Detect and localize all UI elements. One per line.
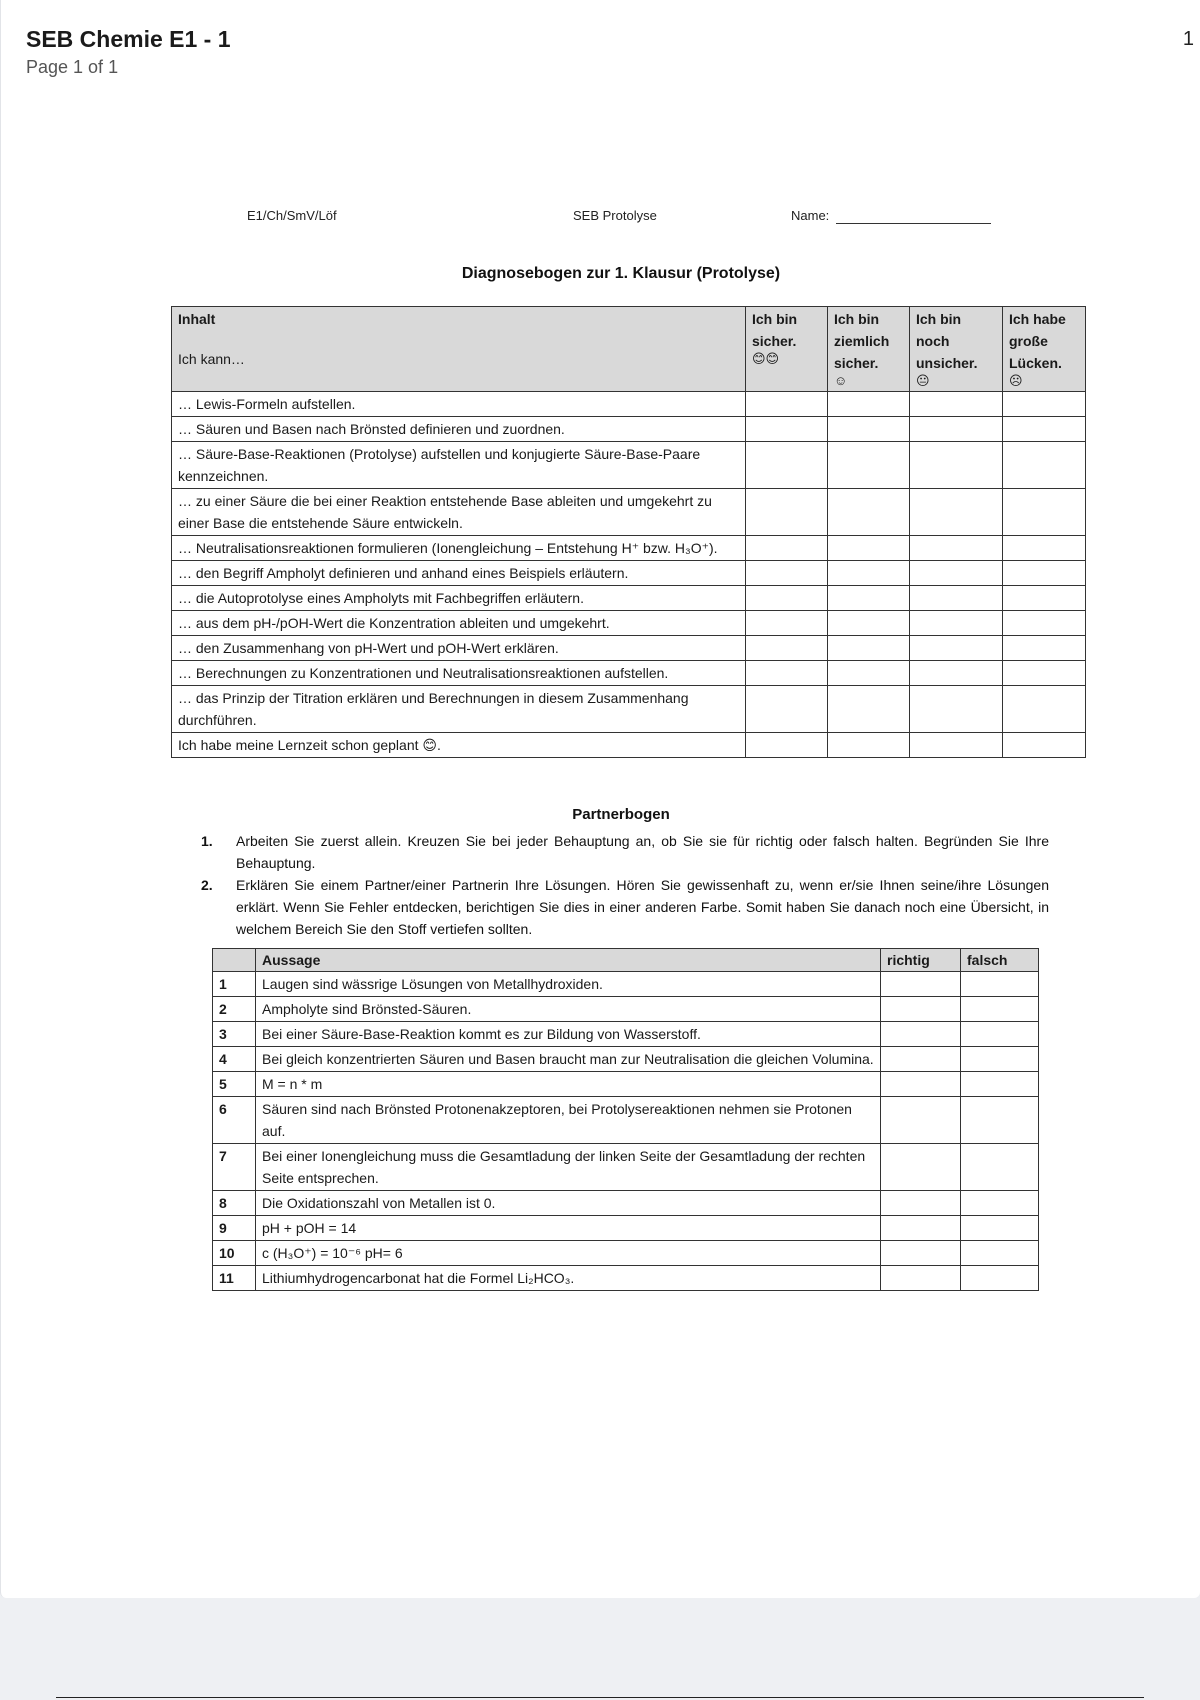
statement-text: Säuren sind nach Brönsted Protonenakzeptoren, bei Protolysereaktionen nehmen sie Protonen auf. xyxy=(256,1097,881,1144)
check-cell-richtig[interactable] xyxy=(881,997,961,1022)
statement-number: 7 xyxy=(213,1144,256,1191)
statement-text: Bei einer Säure-Base-Reaktion kommt es zur Bildung von Wasserstoff. xyxy=(256,1022,881,1047)
statement-row xyxy=(213,1191,1039,1216)
neutral-face-icon: 😐 xyxy=(916,373,930,388)
check-cell-richtig[interactable] xyxy=(881,1047,961,1072)
check-cell-luecken[interactable] xyxy=(1003,661,1086,686)
sad-face-icon: ☹ xyxy=(1009,373,1023,388)
check-cell-luecken[interactable] xyxy=(1003,636,1086,661)
check-cell-sicher[interactable] xyxy=(746,686,828,733)
instruction-item xyxy=(201,830,1049,874)
check-cell-richtig[interactable] xyxy=(881,1144,961,1191)
statement-text: Bei gleich konzentrierten Säuren und Basen braucht man zur Neutralisation die gleichen Volumina. xyxy=(256,1047,881,1072)
statement-row xyxy=(213,1216,1039,1241)
check-cell-ziemlich[interactable] xyxy=(828,417,910,442)
statement-text: Lithiumhydrogencarbonat hat die Formel Li₂HCO₃. xyxy=(256,1266,881,1291)
check-cell-luecken[interactable] xyxy=(1003,611,1086,636)
check-cell-falsch[interactable] xyxy=(961,1216,1039,1241)
level-label: Ich bin sicher. xyxy=(752,311,798,349)
statement-number: 1 xyxy=(213,972,256,997)
skill-text: Ich habe meine Lernzeit schon geplant 😊. xyxy=(172,733,746,758)
check-cell-ziemlich[interactable] xyxy=(828,586,910,611)
document-title: SEB Chemie E1 - 1 xyxy=(26,26,231,52)
diagnose-row xyxy=(172,489,1086,536)
diagnose-row xyxy=(172,636,1086,661)
instruction-text: Erklären Sie einem Partner/einer Partnerin Ihre Lösungen. Hören Sie gewissenhaft zu, wenn er/sie Ihnen seine/ihre Lösungen erklärt. Wenn Sie Fehler entdecken, berichtigen Sie dies in einer anderen Farbe. Somit haben Sie danach noch eine Übersicht, in welchem Bereich Sie den Stoff vertiefen sollten. xyxy=(236,877,1049,937)
check-cell-luecken[interactable] xyxy=(1003,442,1086,489)
check-cell-sicher[interactable] xyxy=(746,392,828,417)
level-header-2 xyxy=(828,307,910,392)
partner-header-row xyxy=(213,949,1039,972)
check-cell-richtig[interactable] xyxy=(881,1216,961,1241)
check-cell-unsicher[interactable] xyxy=(910,661,1003,686)
diagnose-row xyxy=(172,733,1086,758)
check-cell-falsch[interactable] xyxy=(961,1097,1039,1144)
check-cell-luecken[interactable] xyxy=(1003,489,1086,536)
level-header-1 xyxy=(746,307,828,392)
check-cell-richtig[interactable] xyxy=(881,1191,961,1216)
skill-text: … Neutralisationsreaktionen formulieren (Ionengleichung – Entstehung H⁺ bzw. H₃O⁺). xyxy=(172,536,746,561)
check-cell-sicher[interactable] xyxy=(746,661,828,686)
check-cell-richtig[interactable] xyxy=(881,1072,961,1097)
diagnose-row xyxy=(172,417,1086,442)
check-cell-richtig[interactable] xyxy=(881,972,961,997)
check-cell-luecken[interactable] xyxy=(1003,536,1086,561)
footer-divider xyxy=(56,1697,1144,1698)
course-code: E1/Ch/SmV/Löf xyxy=(247,208,337,223)
statement-text: pH + pOH = 14 xyxy=(256,1216,881,1241)
smile-icon: ☺ xyxy=(834,373,848,388)
diagnose-row xyxy=(172,392,1086,417)
check-cell-luecken[interactable] xyxy=(1003,417,1086,442)
diagnose-row xyxy=(172,561,1086,586)
check-cell-unsicher[interactable] xyxy=(910,417,1003,442)
header-falsch: falsch xyxy=(961,949,1039,972)
statement-number: 10 xyxy=(213,1241,256,1266)
instruction-text: Arbeiten Sie zuerst allein. Kreuzen Sie bei jeder Behauptung an, ob Sie sie für richtig oder falsch halten. Begründen Sie Ihre Behauptung. xyxy=(236,833,1049,871)
partner-instructions xyxy=(201,830,1049,940)
statement-text: c (H₃O⁺) = 10⁻⁶ pH= 6 xyxy=(256,1241,881,1266)
check-cell-sicher[interactable] xyxy=(746,611,828,636)
check-cell-unsicher[interactable] xyxy=(910,442,1003,489)
diagnose-header-row xyxy=(172,307,1086,392)
diagnose-row xyxy=(172,686,1086,733)
diagnose-row xyxy=(172,586,1086,611)
skill-text: … den Zusammenhang von pH-Wert und pOH-Wert erklären. xyxy=(172,636,746,661)
check-cell-falsch[interactable] xyxy=(961,1022,1039,1047)
page-number: 1 xyxy=(1182,28,1194,50)
check-cell-luecken[interactable] xyxy=(1003,686,1086,733)
check-cell-sicher[interactable] xyxy=(746,586,828,611)
statement-number: 8 xyxy=(213,1191,256,1216)
check-cell-falsch[interactable] xyxy=(961,1047,1039,1072)
skill-text: … das Prinzip der Titration erklären und Berechnungen in diesem Zusammenhang durchführen. xyxy=(172,686,746,733)
check-cell-ziemlich[interactable] xyxy=(828,733,910,758)
diagnose-table xyxy=(171,306,1086,758)
statement-number: 2 xyxy=(213,997,256,1022)
level-header-3 xyxy=(910,307,1003,392)
header-aussage: Aussage xyxy=(256,949,881,972)
statement-number: 4 xyxy=(213,1047,256,1072)
check-cell-sicher[interactable] xyxy=(746,442,828,489)
check-cell-falsch[interactable] xyxy=(961,1191,1039,1216)
check-cell-richtig[interactable] xyxy=(881,1241,961,1266)
partner-title: Partnerbogen xyxy=(572,806,670,823)
check-cell-falsch[interactable] xyxy=(961,997,1039,1022)
statement-number: 11 xyxy=(213,1266,256,1291)
statement-row xyxy=(213,1047,1039,1072)
skill-text: … Säuren und Basen nach Brönsted definieren und zuordnen. xyxy=(172,417,746,442)
double-smile-icon: 😊😊 xyxy=(752,351,780,366)
check-cell-sicher[interactable] xyxy=(746,561,828,586)
check-cell-unsicher[interactable] xyxy=(910,489,1003,536)
check-cell-richtig[interactable] xyxy=(881,1266,961,1291)
skill-text: … Lewis-Formeln aufstellen. xyxy=(172,392,746,417)
diagnose-row xyxy=(172,442,1086,489)
statement-text: Bei einer Ionengleichung muss die Gesamtladung der linken Seite der Gesamtladung der rechten Seite entsprechen. xyxy=(256,1144,881,1191)
statement-number: 9 xyxy=(213,1216,256,1241)
statement-row xyxy=(213,1072,1039,1097)
check-cell-falsch[interactable] xyxy=(961,1241,1039,1266)
diagnose-row xyxy=(172,536,1086,561)
check-cell-luecken[interactable] xyxy=(1003,586,1086,611)
skill-text: … Säure-Base-Reaktionen (Protolyse) aufstellen und konjugierte Säure-Base-Paare kennzeichnen. xyxy=(172,442,746,489)
check-cell-sicher[interactable] xyxy=(746,636,828,661)
check-cell-ziemlich[interactable] xyxy=(828,686,910,733)
check-cell-unsicher[interactable] xyxy=(910,536,1003,561)
header-ich-kann: Ich kann… xyxy=(178,351,245,367)
level-label: Ich habe große Lücken. xyxy=(1009,311,1066,371)
diagnose-row xyxy=(172,661,1086,686)
check-cell-unsicher[interactable] xyxy=(910,586,1003,611)
check-cell-ziemlich[interactable] xyxy=(828,442,910,489)
statement-number: 5 xyxy=(213,1072,256,1097)
skill-text: … Berechnungen zu Konzentrationen und Neutralisationsreaktionen aufstellen. xyxy=(172,661,746,686)
check-cell-richtig[interactable] xyxy=(881,1097,961,1144)
check-cell-unsicher[interactable] xyxy=(910,636,1003,661)
check-cell-falsch[interactable] xyxy=(961,1072,1039,1097)
check-cell-unsicher[interactable] xyxy=(910,561,1003,586)
diagnose-title: Diagnosebogen zur 1. Klausur (Protolyse) xyxy=(461,265,781,282)
check-cell-ziemlich[interactable] xyxy=(828,661,910,686)
level-header-4 xyxy=(1003,307,1086,392)
statement-row xyxy=(213,1266,1039,1291)
statement-text: M = n * m xyxy=(256,1072,881,1097)
check-cell-ziemlich[interactable] xyxy=(828,536,910,561)
header-richtig: richtig xyxy=(881,949,961,972)
level-label: Ich bin noch unsicher. xyxy=(916,311,978,371)
statement-text: Die Oxidationszahl von Metallen ist 0. xyxy=(256,1191,881,1216)
diagnose-row xyxy=(172,611,1086,636)
statement-number: 3 xyxy=(213,1022,256,1047)
check-cell-falsch[interactable] xyxy=(961,972,1039,997)
check-cell-falsch[interactable] xyxy=(961,1144,1039,1191)
check-cell-ziemlich[interactable] xyxy=(828,611,910,636)
statement-row xyxy=(213,997,1039,1022)
statement-text: Ampholyte sind Brönsted-Säuren. xyxy=(256,997,881,1022)
skill-text: … den Begriff Ampholyt definieren und anhand eines Beispiels erläutern. xyxy=(172,561,746,586)
instruction-number: 1. xyxy=(201,833,213,849)
check-cell-unsicher[interactable] xyxy=(910,392,1003,417)
check-cell-richtig[interactable] xyxy=(881,1022,961,1047)
name-label: Name: xyxy=(791,208,830,223)
instruction-item xyxy=(201,874,1049,940)
check-cell-sicher[interactable] xyxy=(746,417,828,442)
check-cell-sicher[interactable] xyxy=(746,536,828,561)
check-cell-unsicher[interactable] xyxy=(910,686,1003,733)
check-cell-unsicher[interactable] xyxy=(910,733,1003,758)
statement-number: 6 xyxy=(213,1097,256,1144)
page-count: Page 1 of 1 xyxy=(26,57,119,77)
check-cell-luecken[interactable] xyxy=(1003,392,1086,417)
statement-row xyxy=(213,1022,1039,1047)
check-cell-ziemlich[interactable] xyxy=(828,636,910,661)
instruction-number: 2. xyxy=(201,877,213,893)
statement-row xyxy=(213,1144,1039,1191)
name-field-line xyxy=(836,223,991,224)
statement-row xyxy=(213,1241,1039,1266)
check-cell-luecken[interactable] xyxy=(1003,561,1086,586)
check-cell-sicher[interactable] xyxy=(746,489,828,536)
header-inhalt-label: Inhalt xyxy=(178,311,216,327)
check-cell-unsicher[interactable] xyxy=(910,611,1003,636)
check-cell-luecken[interactable] xyxy=(1003,733,1086,758)
sheet-topic: SEB Protolyse xyxy=(573,208,657,223)
statement-text: Laugen sind wässrige Lösungen von Metallhydroxiden. xyxy=(256,972,881,997)
statement-row xyxy=(213,972,1039,997)
statement-row xyxy=(213,1097,1039,1144)
check-cell-falsch[interactable] xyxy=(961,1266,1039,1291)
check-cell-ziemlich[interactable] xyxy=(828,561,910,586)
level-label: Ich bin ziemlich sicher. xyxy=(834,311,890,371)
skill-text: … aus dem pH-/pOH-Wert die Konzentration ableiten und umgekehrt. xyxy=(172,611,746,636)
header-inhalt xyxy=(172,307,746,392)
check-cell-sicher[interactable] xyxy=(746,733,828,758)
partner-table xyxy=(212,948,1039,1291)
header-nr xyxy=(213,949,256,972)
check-cell-ziemlich[interactable] xyxy=(828,489,910,536)
skill-text: … zu einer Säure die bei einer Reaktion entstehende Base ableiten und umgekehrt zu einer Base die entstehende Säure entwickeln. xyxy=(172,489,746,536)
check-cell-ziemlich[interactable] xyxy=(828,392,910,417)
skill-text: … die Autoprotolyse eines Ampholyts mit Fachbegriffen erläutern. xyxy=(172,586,746,611)
